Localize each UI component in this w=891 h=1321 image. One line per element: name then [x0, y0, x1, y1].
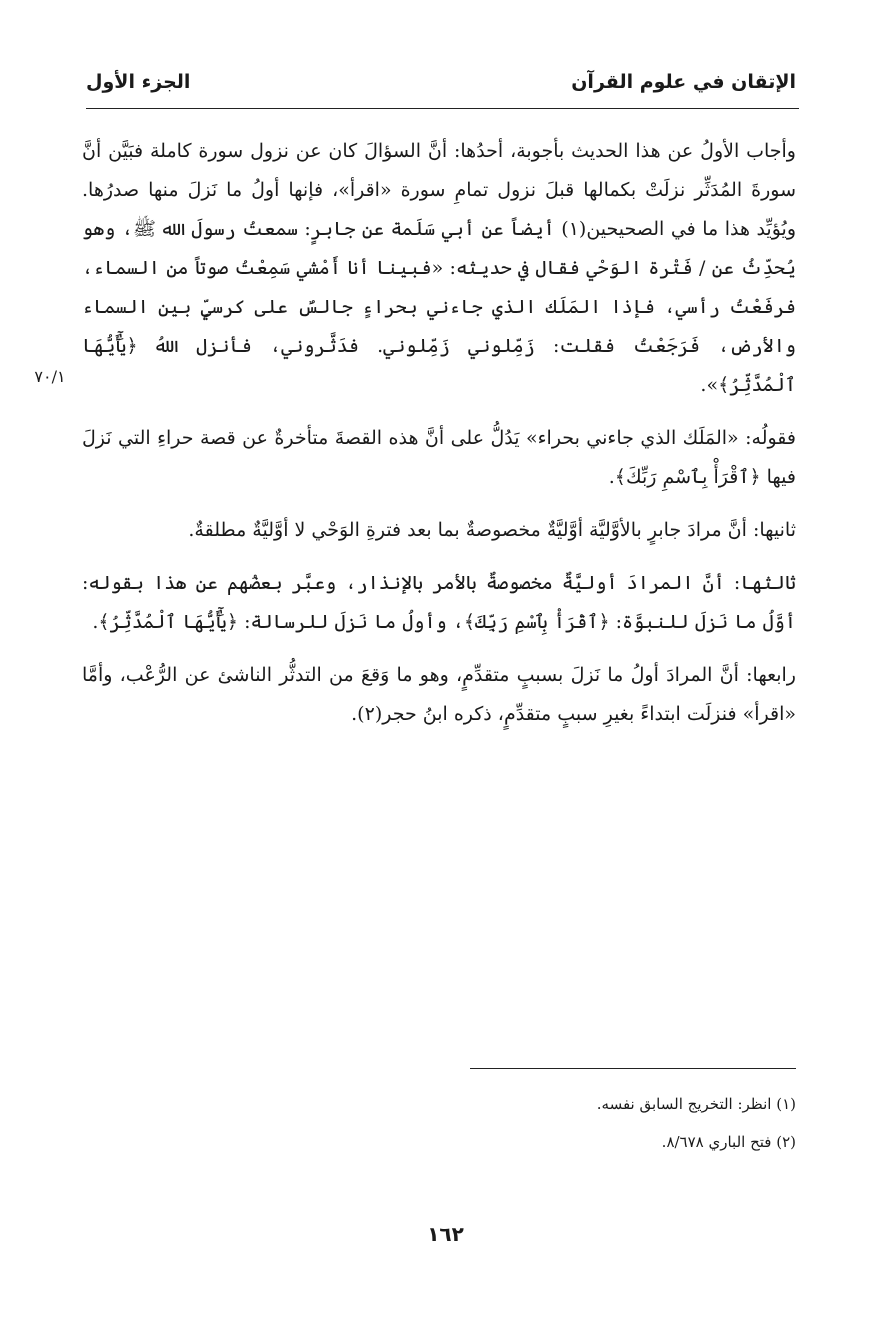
paragraph-2: فقولُه: «المَلَك الذي جاءني بحراء» يَدُلُّ على أنَّ هذه القصةَ متأخرةٌ عن قصة حراءِ التي نَزلَ فيها ﴿ٱقْرَأْ بِٱسْمِ رَبِّكَ﴾.: [82, 427, 796, 488]
volume-label: الجزء الأول: [86, 71, 191, 93]
footnote-2: (٢) فتح الباري ٨/٦٧٨.: [661, 1133, 796, 1151]
book-title: الإتقان في علوم القرآن: [571, 71, 796, 93]
paragraph-3: ثانيها: أنَّ مرادَ جابرٍ بالأوَّليَّة أوَّليَّةٌ مخصوصةٌ بما بعد فترةِ الوَحْي لا أوَّليَّةٌ مطلقةٌ.: [188, 519, 796, 541]
page-number: ١٦٢: [427, 1222, 464, 1246]
main-text: [82, 132, 796, 748]
footnote-divider: [470, 1068, 796, 1069]
footnotes: [300, 1085, 796, 1161]
paragraph-5: رابعها: أنَّ المرادَ أولُ ما نَزلَ بسببٍ متقدِّمٍ، وهو ما وَقعَ من التدثُّر الناشئ عن الرُّعْب، وأمَّا «اقرأ» فنزلَت ابتداءً بغيرِ سببٍ متقدِّمٍ، ذكره ابنُ حجر(٢).: [82, 664, 796, 725]
marginal-page-reference: ٧٠/١: [34, 367, 66, 386]
header-divider: [86, 108, 799, 109]
footnote-1: (١) انظر: التخريج السابق نفسه.: [596, 1095, 796, 1113]
page-header: [86, 62, 796, 102]
paragraph-1: وأجاب الأولُ عن هذا الحديث بأجوبة، أحدُها: أنَّ السؤالَ كان عن نزول سورة كاملة فبَيَّن أنَّ سورةَ المُدَثِّر نزلَتْ بكمالها قبلَ نزول تمامِ سورة «اقرأ»، فإنها أولُ ما نَزلَ منها صدرُها. ويُؤيِّد هذا ما في الصحيحين(١) أيضاً عن أبي سَلَمة عن جابرٍ: سمعتُ رسولَ الله ﷺ، وهو يُحدِّثُ عن / فَتْرة الوَحْي فقال في حديثه: «فبينا أنا أَمْشي سَمِعْتُ صوتاً من السماء، فرفَعْتُ رأسي، فإذا المَلَك الذي جاءني بحراءٍ جالسٌ على كرسيٍّ بين السماء والأرض، فَرَجَعْتُ فقلت: زَمِّلوني زَمِّلوني. فدَثَّروني، فأنزل اللهُ ﴿يَٰٓأَيُّهَا ٱلْمُدَّثِّرُ﴾».: [82, 140, 797, 396]
paragraph-4: ثالثها: أنَّ المرادَ أوليَّةٌ مخصوصةٌ بالأمر بالإنذار، وعبَّر بعضُهم عن هذا بقوله: أوَّلُ ما نَزلَ للنبوَّة: ﴿ٱقْرَأْ بِٱسْمِ رَبِّكَ﴾، وأولُ ما نَزلَ للرسالة: ﴿يَٰٓأَيُّهَا ٱلْمُدَّثِّرُ﴾.: [82, 572, 796, 633]
